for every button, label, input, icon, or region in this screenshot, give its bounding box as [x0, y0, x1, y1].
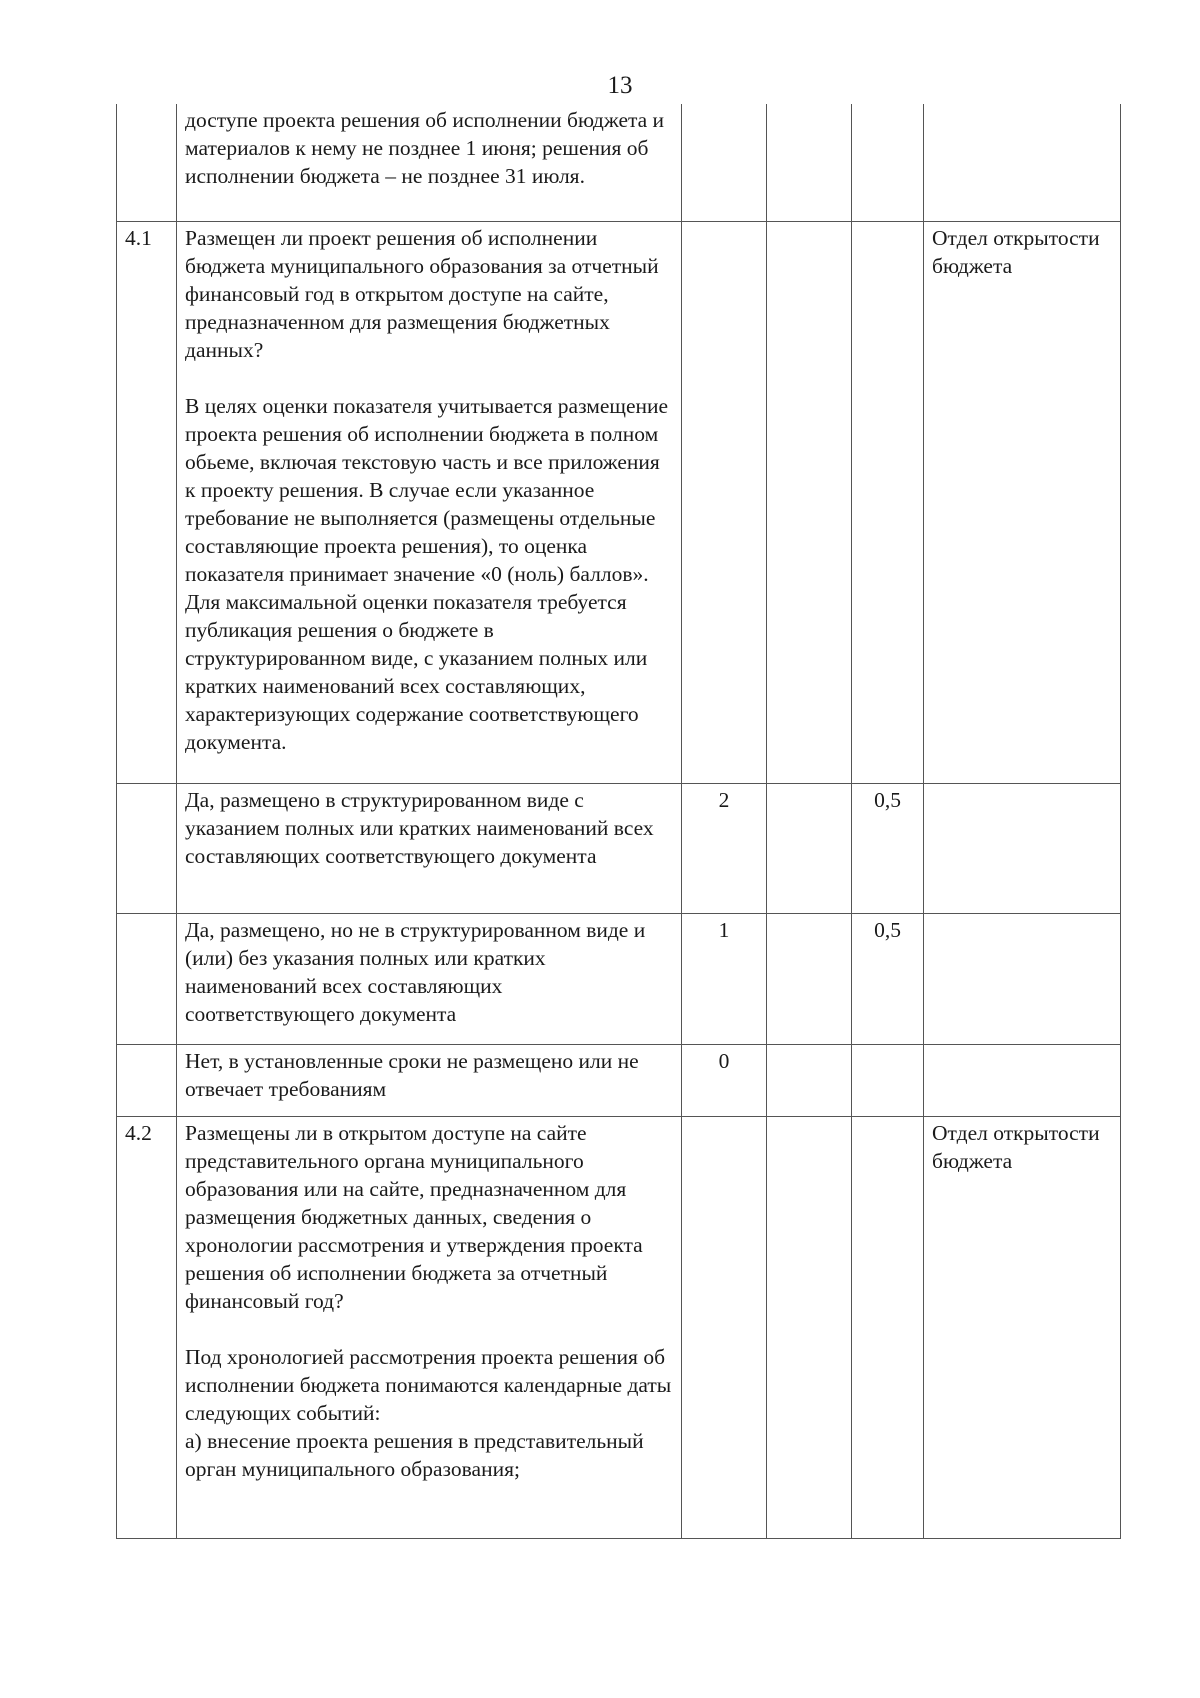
criterion-text: [177, 783, 682, 913]
table-row: [117, 1116, 1121, 1538]
answer-option-text: Да, размещено в структурированном виде с указанием полных или кратких наименований всех составляющих соответствующего документа: [185, 787, 654, 868]
criterion-explanation: Под хронологией рассмотрения проекта решения об исполнении бюджета понимаются календарные даты следующих событий: а) внесение проекта решения в представительный орган муниципального образования;: [185, 1344, 672, 1481]
criterion-question: Размещен ли проект решения об исполнении бюджета муниципального образования за отчетный финансовый год в открытом доступе на сайте, предназначенном для размещения бюджетных данных?: [185, 225, 659, 362]
col-a-cell: [767, 221, 852, 783]
col-a-cell: [767, 783, 852, 913]
col-a-cell: [767, 1116, 852, 1538]
table-row: [117, 913, 1121, 1044]
score-cell: 0: [682, 1044, 767, 1116]
col-b-cell: [852, 1044, 924, 1116]
col-b-cell: [852, 221, 924, 783]
responsible-cell: [924, 1044, 1121, 1116]
score-cell: [682, 104, 767, 221]
responsible-cell: [924, 783, 1121, 913]
criteria-table: [116, 104, 1121, 1539]
row-number: [117, 913, 177, 1044]
score-cell: 1: [682, 913, 767, 1044]
col-b-cell: [852, 104, 924, 221]
col-a-cell: [767, 1044, 852, 1116]
score-cell: [682, 221, 767, 783]
criterion-text: [177, 104, 682, 221]
answer-option-text: Нет, в установленные сроки не размещено или не отвечает требованиям: [185, 1048, 639, 1101]
answer-option-text: Да, размещено, но не в структурированном виде и (или) без указания полных или кратких наименований всех составляющих соответствующего документа: [185, 917, 646, 1026]
table-row: [117, 221, 1121, 783]
row-number: [117, 104, 177, 221]
responsible-cell: [924, 913, 1121, 1044]
criterion-text: [177, 221, 682, 783]
col-b-cell: 0,5: [852, 913, 924, 1044]
row-number: [117, 783, 177, 913]
table-row: [117, 104, 1121, 221]
criterion-explanation: В целях оценки показателя учитывается размещение проекта решения об исполнении бюджета в полном обьеме, включая текстовую часть и все приложения к проекту решения. В случае если указанное требование не выполняется (размещены отдельные составляющие проекта решения), то оценка показателя принимает значение «0 (ноль) баллов». Для максимальной оценки показателя требуется публикация решения о бюджете в структурированном виде, с указанием полных или кратких наименований всех составляющих, характеризующих содержание соответствующего документа.: [185, 393, 669, 754]
score-cell: 2: [682, 783, 767, 913]
criterion-text: [177, 1044, 682, 1116]
col-b-cell: 0,5: [852, 783, 924, 913]
responsible-cell: Отдел открытости бюджета: [924, 1116, 1121, 1538]
table-row: [117, 783, 1121, 913]
score-cell: [682, 1116, 767, 1538]
responsible-cell: Отдел открытости бюджета: [924, 221, 1121, 783]
table-row: [117, 1044, 1121, 1116]
page-number: 13: [607, 72, 633, 99]
col-a-cell: [767, 104, 852, 221]
row-number: [117, 1044, 177, 1116]
criterion-text: [177, 1116, 682, 1538]
col-b-cell: [852, 1116, 924, 1538]
criterion-text-main: доступе проекта решения об исполнении бюджета и материалов к нему не позднее 1 июня; решения об исполнении бюджета – не позднее 31 июля.: [185, 108, 665, 188]
responsible-cell: [924, 104, 1121, 221]
row-number: 4.1: [117, 221, 177, 783]
col-a-cell: [767, 913, 852, 1044]
criterion-question: Размещены ли в открытом доступе на сайте представительного органа муниципального образования или на сайте, предназначенном для размещения бюджетных данных, сведения о хронологии рассмотрения и утверждения проекта решения об исполнении бюджета за отчетный финансовый год?: [185, 1120, 643, 1313]
row-number: 4.2: [117, 1116, 177, 1538]
criterion-text: [177, 913, 682, 1044]
